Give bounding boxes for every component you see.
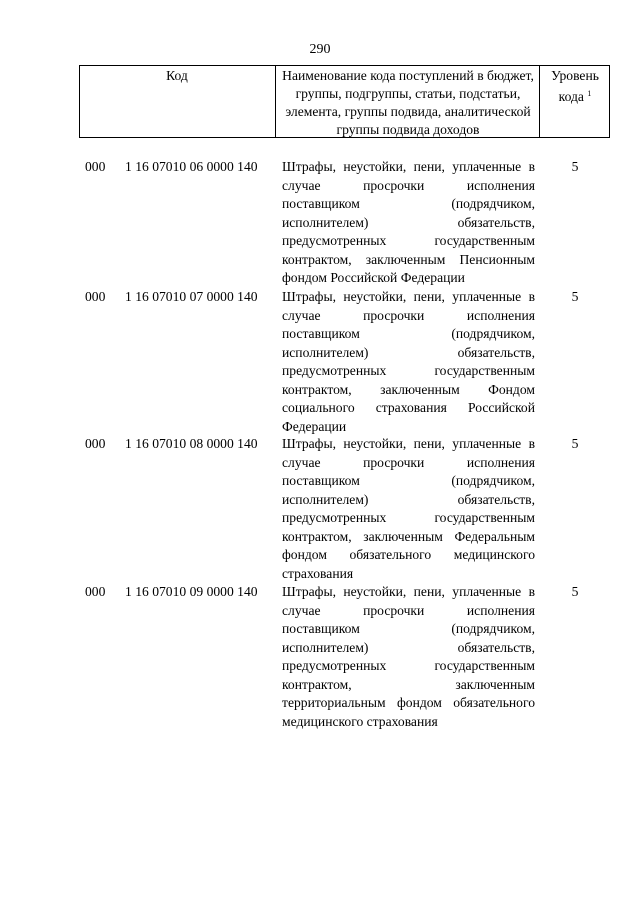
header-right-border	[609, 65, 610, 138]
header-top-border	[79, 65, 610, 66]
row-admin-code: 000	[85, 584, 106, 599]
row-name: Штрафы, неустойки, пени, уплаченные в случае просрочки исполнения поставщиком (подрядчиком, исполнителем) обязательств, предусмотренных государственным контрактом, заключенным Фондом социального страхования Российской Федерации	[282, 289, 535, 434]
table-header	[79, 65, 610, 138]
row-admin-code: 000	[85, 436, 106, 451]
row-level: 5	[571, 289, 579, 304]
row-income-code: 1 16 07010 08 0000 140	[125, 436, 258, 451]
row-level: 5	[571, 436, 579, 451]
row-income-code: 1 16 07010 09 0000 140	[125, 584, 258, 599]
row-name: Штрафы, неустойки, пени, уплаченные в случае просрочки исполнения поставщиком (подрядчиком, исполнителем) обязательств, предусмотренных государственным контрактом, заключенным Пенсионным фондом Российской Федерации	[282, 159, 535, 285]
row-admin-code: 000	[85, 159, 106, 174]
header-level	[541, 67, 609, 106]
header-code: Код	[166, 68, 188, 83]
page-number: 290	[309, 42, 331, 57]
header-level-text: Уровень кода	[551, 68, 599, 104]
row-name: Штрафы, неустойки, пени, уплаченные в случае просрочки исполнения поставщиком (подрядчиком, исполнителем) обязательств, предусмотренных государственным контрактом, заключенным Федеральным фондом обязательного медицинского страхования	[282, 436, 535, 581]
header-divider-code	[275, 65, 276, 138]
row-income-code: 1 16 07010 07 0000 140	[125, 289, 258, 304]
row-level: 5	[571, 584, 579, 599]
row-admin-code: 000	[85, 289, 106, 304]
header-name: Наименование кода поступлений в бюджет, группы, подгруппы, статьи, подстатьи, элемента, группы подвида, аналитической группы подвида доходов	[282, 68, 534, 137]
row-income-code: 1 16 07010 06 0000 140	[125, 159, 258, 174]
header-divider-name	[539, 65, 540, 138]
header-level-footnote: 1	[587, 89, 592, 98]
row-level: 5	[571, 159, 579, 174]
row-name: Штрафы, неустойки, пени, уплаченные в случае просрочки исполнения поставщиком (подрядчиком, исполнителем) обязательств, предусмотренных государственным контрактом, заключенным территориальным фондом обязательного медицинского страхования	[282, 584, 535, 729]
